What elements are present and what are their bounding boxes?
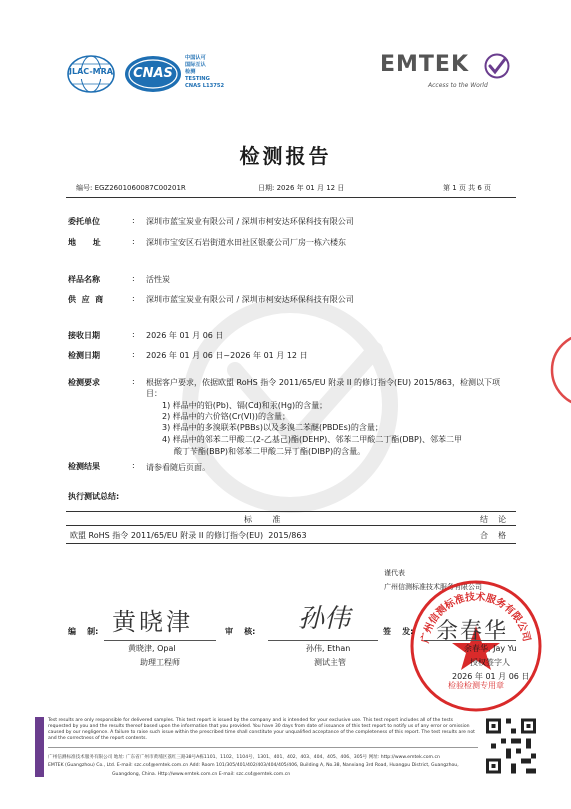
cnas-info bbox=[185, 55, 224, 90]
approver-line bbox=[424, 640, 516, 641]
colon: : bbox=[132, 216, 135, 225]
reviewer-handwriting: 孙伟 bbox=[298, 604, 351, 634]
seal-sub-text: 检验检测专用章 bbox=[448, 681, 504, 690]
emtek-tagline: Access to the World bbox=[428, 82, 488, 89]
reviewer-name: 孙伟, Ethan bbox=[306, 644, 351, 653]
summary-col-conclusion: 结 论 bbox=[480, 515, 507, 524]
requirement-intro: 根据客户要求，依据欧盟 RoHS 指令 2011/65/EU 附录 II 的修订指令(EU) 2015/863，检测以下项目： bbox=[146, 378, 501, 398]
summary-top-border bbox=[66, 511, 516, 512]
approver-handwriting: 余春华 bbox=[436, 619, 509, 644]
result-value: 请参看随后页面。 bbox=[146, 463, 210, 472]
summary-col-standard: 标 准 bbox=[244, 515, 281, 524]
approver-date: 2026 年 01 月 06 日 bbox=[452, 672, 530, 681]
requirement-item: 2) 样品中的六价铬(Cr(VI))的含量； bbox=[162, 412, 290, 421]
compiler-name: 黄晓津, Opal bbox=[128, 644, 176, 653]
compiler-handwriting: 黄晓津 bbox=[112, 608, 193, 636]
report-number: 编号: EGZ2601060087C00201R bbox=[76, 184, 186, 192]
test-date-label: 检测日期 bbox=[68, 351, 100, 360]
address-value: 深圳市宝安区石岩街道水田社区银豪公司厂房一栋六楼东 bbox=[146, 238, 346, 247]
cnas-text: CNAS bbox=[133, 66, 173, 81]
colon: : bbox=[132, 294, 135, 303]
disclaimer-line: caused by our negligence. A failure to raise such issue within the prescribed time shall constitute your unqualified acceptance of the completeness of this report. The test results are not bbox=[48, 730, 475, 735]
reviewer-line bbox=[268, 640, 378, 641]
emtek-logo bbox=[380, 52, 515, 92]
approver-name: 余春华, Jay Yu bbox=[464, 644, 517, 653]
compiler-title: 助理工程师 bbox=[140, 658, 180, 667]
colon: : bbox=[132, 237, 135, 246]
colon: : bbox=[132, 274, 135, 283]
cnas-info-line: 检测 bbox=[185, 69, 196, 75]
client-label: 委托单位 bbox=[68, 217, 100, 226]
disclaimer-line: requested by you and the results thereof based upon the information that you provided. You have 30 days from date of issuance of this test report to notify us of any error or omission bbox=[48, 724, 470, 729]
supplier-value: 深圳市蓝宝炭业有限公司 / 深圳市柯安达环保科技有限公司 bbox=[146, 295, 354, 304]
report-date: 日期: 2026 年 01 月 12 日 bbox=[258, 184, 345, 192]
colon: : bbox=[132, 350, 135, 359]
requirement-item: 酸丁苄酯(BBP)和邻苯二甲酸二异丁酯(DIBP)的含量。 bbox=[174, 447, 366, 456]
cnas-info-line: 国际互认 bbox=[185, 62, 206, 68]
cnas-info-line: 中国认可 bbox=[185, 55, 206, 61]
cnas-info-line: CNAS L13752 bbox=[185, 83, 225, 89]
summary-row-conclusion: 合 格 bbox=[480, 531, 507, 540]
ilac-mra-text: ILAC-MRA bbox=[69, 67, 113, 76]
reviewer-label: 审 核: bbox=[225, 627, 256, 636]
result-label: 检测结果 bbox=[68, 462, 100, 471]
summary-header-border bbox=[66, 525, 516, 526]
received-date-label: 接收日期 bbox=[68, 331, 100, 340]
summary-bottom-border bbox=[66, 543, 516, 544]
ilac-mra-logo bbox=[67, 52, 115, 96]
company-cn: 广州信测标准技术服务有限公司 地址: 广东省广州市黄埔区荔红三路38号A栋1101、1102、1104号、1301、401、402、403、404、405、406、305号 网址: http://www.emtek.com.cn bbox=[48, 755, 440, 760]
representative-line2: 广州信测标准技术服务有限公司 bbox=[384, 583, 482, 591]
summary-row-standard: 欧盟 RoHS 指令 2011/65/EU 附录 II 的修订指令(EU) 2015/863 bbox=[70, 531, 307, 540]
header-divider bbox=[66, 197, 516, 198]
disclaimer-line: Test results are only responsible for delivered samples. This test report is issued by the company and is intended for your exclusive use. This test report includes all of the tests bbox=[48, 718, 454, 723]
test-date-value: 2026 年 01 月 06 日~2026 年 01 月 12 日 bbox=[146, 351, 308, 360]
reviewer-title: 测试主管 bbox=[314, 658, 346, 667]
edge-seal bbox=[548, 330, 571, 410]
compiler-label: 编 制: bbox=[68, 627, 99, 636]
cnas-info-line: TESTING bbox=[185, 76, 210, 82]
requirement-item: 4) 样品中的邻苯二甲酸二(2-乙基己)酯(DEHP)、邻苯二甲酸二丁酯(DBP)、邻苯二甲 bbox=[162, 435, 462, 444]
requirement-item: 3) 样品中的多溴联苯(PBBs)以及多溴二苯醚(PBDEs)的含量； bbox=[162, 423, 383, 432]
footer-accent-bar bbox=[35, 717, 44, 777]
qr-code-icon bbox=[486, 718, 536, 774]
colon: : bbox=[132, 330, 135, 339]
representative-line1: 谨代表 bbox=[384, 569, 405, 577]
cnas-logo bbox=[124, 55, 182, 93]
company-en-1: EMTEK (Guangzhou) Co., Ltd. E-mail: szc.cs4@emtek.com.cn Add: Room 101/305/401/402/403/404/405/406, Building A, No.38, Nanxiang 3rd Road, Huangpu District, Guangzhou, bbox=[48, 763, 459, 768]
colon: : bbox=[132, 461, 135, 470]
footer-divider bbox=[48, 747, 478, 748]
page-indicator: 第 1 页 共 6 页 bbox=[443, 184, 492, 192]
summary-heading: 执行测试总结: bbox=[68, 492, 120, 501]
emtek-check-icon bbox=[484, 53, 510, 79]
address-label: 地 址 bbox=[68, 238, 101, 247]
received-date-value: 2026 年 01 月 06 日 bbox=[146, 331, 224, 340]
colon: : bbox=[132, 377, 135, 386]
client-value: 深圳市蓝宝炭业有限公司 / 深圳市柯安达环保科技有限公司 bbox=[146, 217, 354, 226]
disclaimer-line: and the correctness of the report contents. bbox=[48, 736, 147, 741]
approver-label: 签 发: bbox=[383, 627, 414, 636]
sample-value: 活性炭 bbox=[146, 275, 170, 284]
requirement-item: 1) 样品中的铅(Pb)、镉(Cd)和汞(Hg)的含量； bbox=[162, 401, 328, 410]
emtek-wordmark: EMTEK bbox=[380, 52, 470, 77]
supplier-label: 供 应 商 bbox=[68, 295, 104, 304]
requirement-label: 检测要求 bbox=[68, 378, 100, 387]
seal-arc-text: 广州信测标准技术服务有限公司 bbox=[420, 591, 532, 645]
compiler-line bbox=[104, 640, 216, 641]
sample-label: 样品名称 bbox=[68, 275, 100, 284]
report-title: 检测报告 bbox=[239, 144, 332, 168]
approver-title: 授权签字人 bbox=[470, 658, 510, 667]
company-en-2: Guangdong, China. Http://www.emtek.com.cn E-mail: szc.cs4@emtek.com.cn bbox=[112, 772, 291, 777]
